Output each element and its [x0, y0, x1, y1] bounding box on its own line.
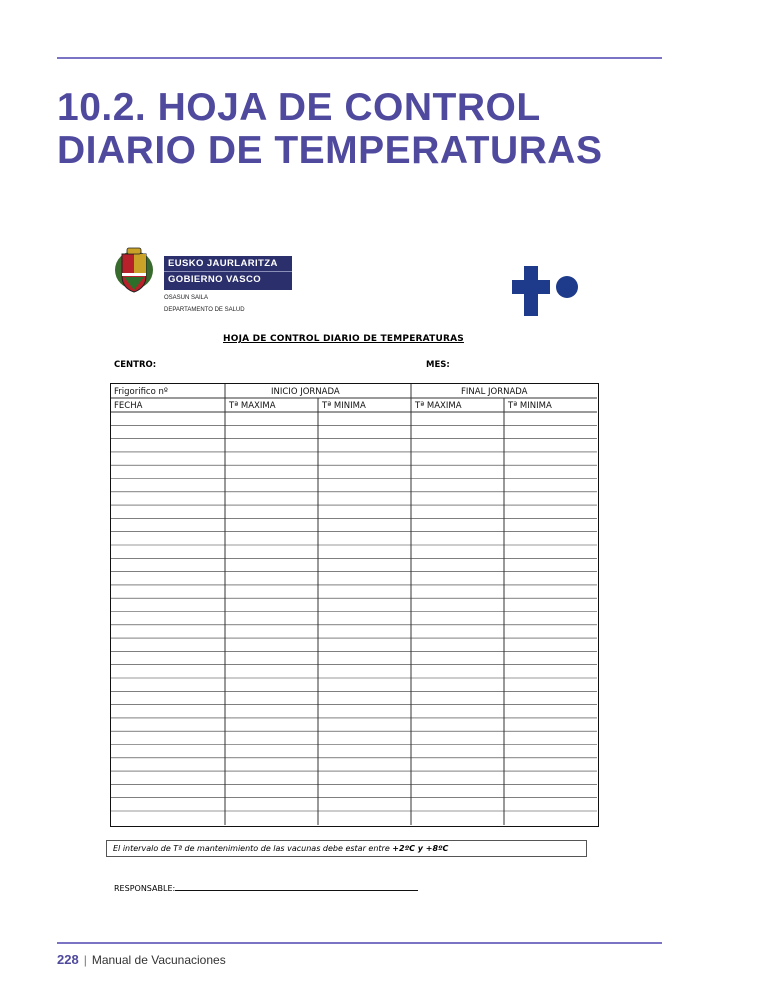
gov-name-eu: EUSKO JAURLARITZA	[168, 258, 278, 269]
form-title: HOJA DE CONTROL DIARIO DE TEMPERATURAS	[223, 334, 464, 344]
final-jornada-label: FINAL JORNADA	[461, 387, 528, 397]
table-grid	[111, 384, 600, 828]
note-text: El intervalo de Tª de mantenimiento de las vacunas debe estar entre	[113, 844, 393, 853]
col-final-max: Tª MAXIMA	[415, 401, 462, 411]
col-inicio-min: Tª MINIMA	[322, 401, 366, 411]
coat-of-arms-icon	[114, 246, 154, 296]
page-number: 228	[57, 952, 79, 967]
responsable-label: RESPONSABLE:	[114, 884, 176, 893]
dept-es: DEPARTAMENTO DE SALUD	[164, 307, 245, 313]
section-title-line1: 10.2. HOJA DE CONTROL	[57, 86, 541, 129]
note-range: +2ºC y +8ºC	[392, 844, 449, 853]
dept-eu: OSASUN SAILA	[164, 295, 209, 301]
bottom-rule	[57, 942, 662, 944]
section-title-line2: DIARIO DE TEMPERATURAS	[57, 129, 603, 172]
responsable-signature-line	[175, 882, 418, 891]
page-footer	[57, 952, 226, 967]
gov-name-box	[164, 256, 292, 290]
centro-label: CENTRO:	[114, 360, 157, 370]
frigorifico-label: Frigorifico nº	[114, 387, 168, 397]
gov-name-es: GOBIERNO VASCO	[164, 271, 292, 287]
temperature-table	[110, 383, 599, 827]
responsable-field	[114, 882, 418, 893]
mes-label: MES:	[426, 360, 450, 370]
inicio-jornada-label: INICIO JORNADA	[271, 387, 340, 397]
col-fecha: FECHA	[114, 401, 143, 411]
temperature-note	[106, 840, 587, 857]
section-title	[57, 86, 697, 172]
book-title: Manual de Vacunaciones	[91, 953, 226, 967]
col-inicio-max: Tª MAXIMA	[229, 401, 276, 411]
col-final-min: Tª MINIMA	[508, 401, 552, 411]
footer-separator: |	[83, 953, 87, 967]
gobierno-vasco-logo	[114, 246, 294, 320]
osakidetza-logo-icon	[512, 266, 580, 316]
top-rule	[57, 57, 662, 59]
